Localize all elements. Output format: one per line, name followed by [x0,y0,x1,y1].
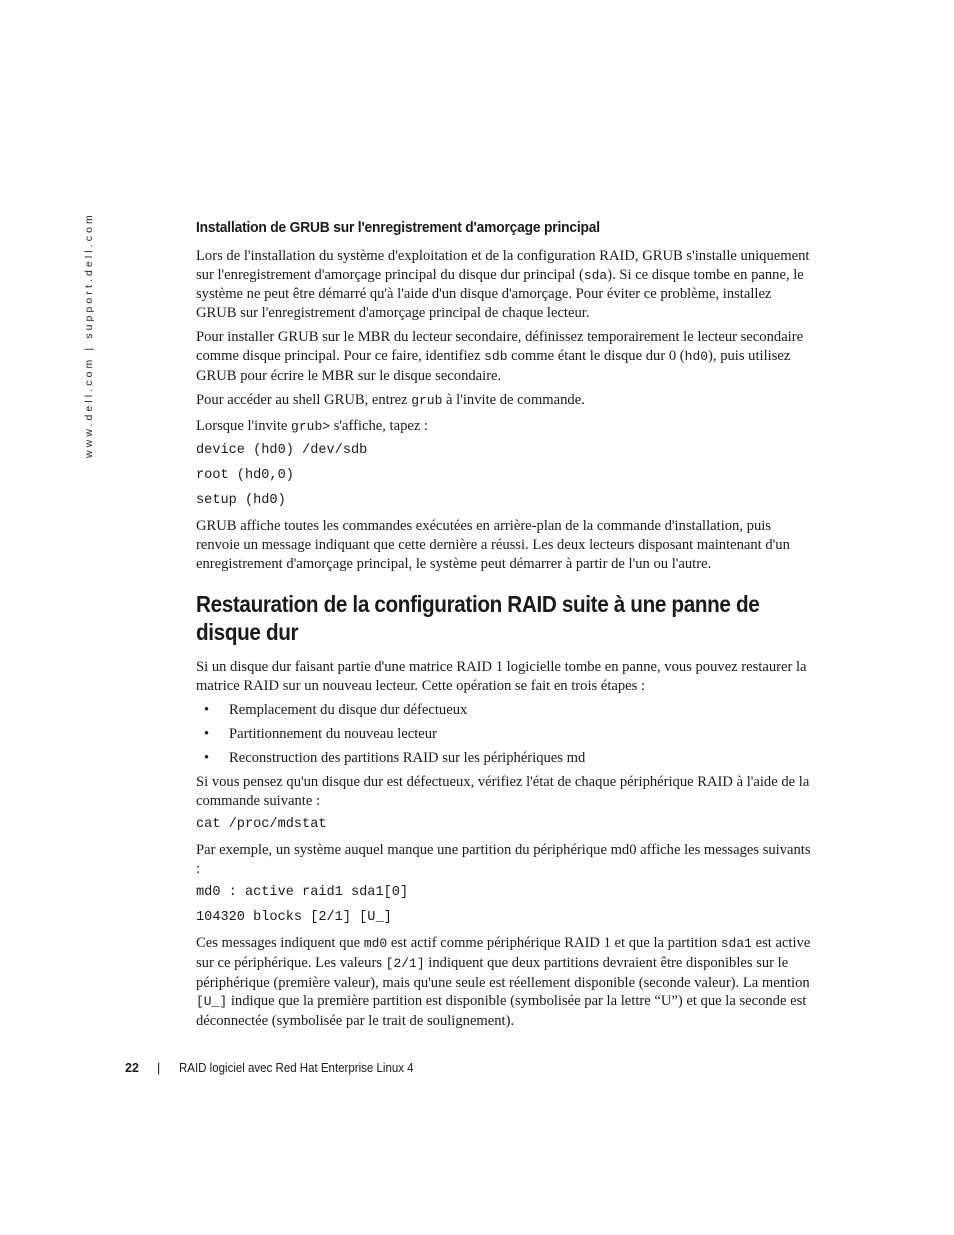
code-line: setup (hd0) [196,493,286,509]
paragraph: Pour installer GRUB sur le MBR du lecteur secondaire, définissez temporairement le lecteur secondaire comme disque principal. Pour ce faire, identifiez sdb comme étant le disque dur 0 (hd0), puis utilisez GRUB pour écrire le MBR sur le disque secondaire. [196,329,804,384]
paragraph: Lorsque l'invite grub> s'affiche, tapez : [196,417,429,434]
list-item: • Reconstruction des partitions RAID sur les périphériques md [196,749,814,768]
side-url: www.dell.com | support.dell.com [83,212,95,458]
code-line: 104320 blocks [2/1] [U_] [196,910,392,926]
code-line: cat /proc/mdstat [196,817,327,833]
paragraph: Pour accéder au shell GRUB, entrez grub à l'invite de commande. [196,392,585,409]
page-number: 22 [125,1061,139,1075]
list-item: • Remplacement du disque dur défectueux [196,701,814,720]
paragraph: Par exemple, un système auquel manque une partition du périphérique md0 affiche les messages suivants : [196,842,811,877]
paragraph: Ces messages indiquent que md0 est actif comme périphérique RAID 1 et que la partition sda1 est active sur ce périphérique. Les valeurs [2/1] indiquent que deux partitions devraient être disponibles sur le périphérique (première valeur), mais qu'une seule est réellement disponible (seconde valeur). La mention [U_] indique que la première partition est disponible (symbolisée par la lettre “U”) et que la seconde est déconnectée (symbolisée par le trait de soulignement). [196,935,811,1029]
footer-separator: | [157,1061,161,1075]
code-line: device (hd0) /dev/sdb [196,443,368,459]
steps-list [196,701,814,767]
paragraph: GRUB affiche toutes les commandes exécutées en arrière-plan de la commande d'installation, puis renvoie un message indiquant que cette dernière a réussi. Les deux lecteurs disposant maintenant d'un enregistrement d'amorçage principal, le système peut démarrer à partir de l'un ou l'autre. [196,518,790,572]
paragraph: Si vous pensez qu'un disque dur est défectueux, vérifiez l'état de chaque périphérique RAID à l'aide de la commande suivante : [196,774,810,809]
paragraph: Lors de l'installation du système d'exploitation et de la configuration RAID, GRUB s'installe uniquement sur l'enregistrement d'amorçage principal du disque dur principal (sda). Si ce disque tombe en panne, le système ne peut être démarré qu'à l'aide d'un disque d'amorçage. Pour éviter ce problème, installez GRUB sur l'enregistrement d'amorçage principal de chaque lecteur. [196,248,810,321]
section-heading-grub: Installation de GRUB sur l'enregistrement d'amorçage principal [196,219,600,236]
page-content [196,218,814,1036]
code-line: root (hd0,0) [196,468,294,484]
section-heading-raid-restore: Restauration de la configuration RAID suite à une panne de disque dur [196,591,760,646]
footer-title: RAID logiciel avec Red Hat Enterprise Linux 4 [179,1061,414,1075]
list-item: • Partitionnement du nouveau lecteur [196,725,814,744]
paragraph: Si un disque dur faisant partie d'une matrice RAID 1 logicielle tombe en panne, vous pouvez restaurer la matrice RAID sur un nouveau lecteur. Cette opération se fait en trois étapes : [196,659,807,694]
code-line: md0 : active raid1 sda1[0] [196,885,409,901]
